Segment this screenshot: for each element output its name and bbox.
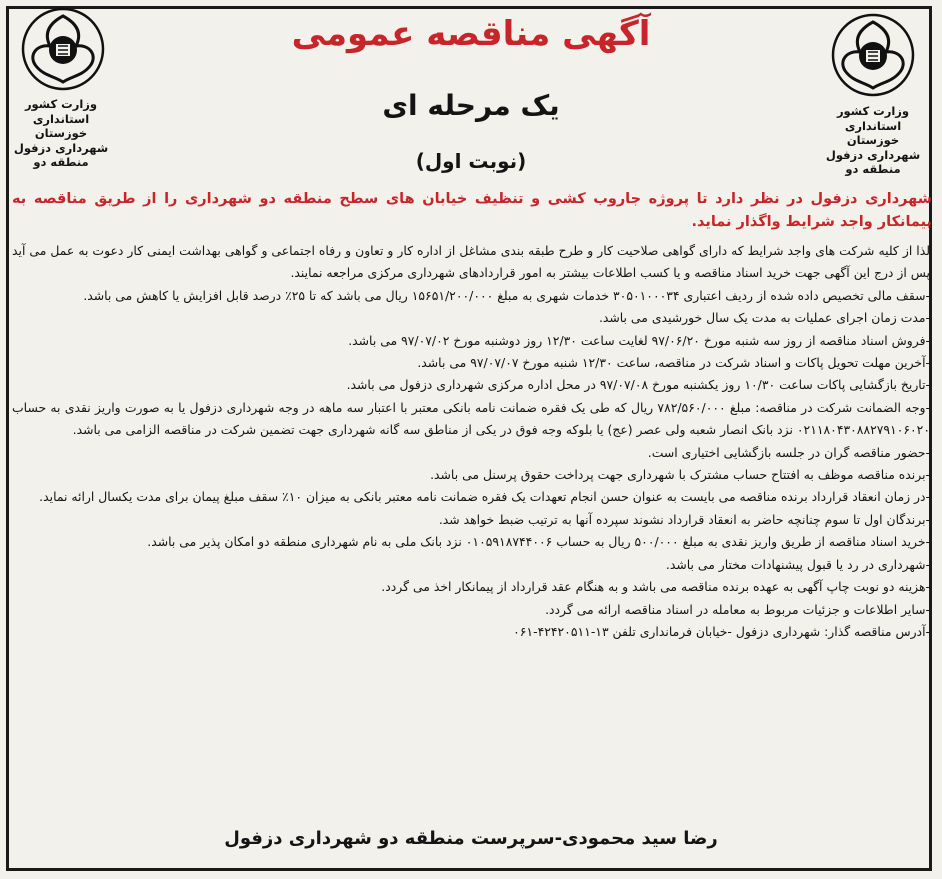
org-block-right [818, 104, 928, 177]
body-paragraph: -خرید اسناد مناقصه از طریق واریز نقدی به مبلغ ۵۰۰/۰۰۰ ریال به حساب ۰۱۰۵۹۱۸۷۴۴۰۰۶ نزد بانک ملی به نام شهرداری منطقه دو امکان پذیر می باشد. [147, 534, 930, 550]
body-paragraph: -تاریخ بازگشایی پاکات ساعت ۱۰/۳۰ روز یکشنبه مورخ ۹۷/۰۷/۰۸ در محل اداره مرکزی شهرداری دزفول می باشد. [346, 377, 930, 393]
notice-round: (نوبت اول) [415, 149, 527, 173]
org-ministry: وزارت کشور [24, 97, 98, 111]
municipality-emblem-right [830, 12, 916, 98]
notice-body [12, 240, 930, 643]
org-ministry: وزارت کشور [836, 104, 910, 118]
body-paragraph: -آدرس مناقصه گذار: شهرداری دزفول -خیابان فرمانداری تلفن ۱۳-۴۲۴۲۰۵۱۱-۰۶۱ [513, 623, 930, 639]
org-governorate: استانداری خوزستان [32, 111, 90, 140]
org-district: منطقه دو [33, 155, 89, 169]
body-paragraph: -برندگان اول تا سوم چنانچه حاضر به انعقاد قرارداد نشوند سپرده آنها به ترتیب ضبط خواهد شد. [438, 511, 930, 527]
rose-emblem-icon [830, 12, 916, 98]
org-governorate: استانداری خوزستان [844, 118, 902, 147]
body-paragraph: -برنده مناقصه موظف به افتتاح حساب مشترک با شهرداری جهت پرداخت حقوق پرسنل می باشد. [430, 467, 930, 483]
body-paragraph: -حضور مناقصه گران در جلسه بازگشایی اختیاری است. [647, 444, 930, 460]
body-paragraph: -در زمان انعقاد قرارداد برنده مناقصه می بایست به عنوان حسن انجام تعهدات یک فقره ضمانت نامه معتبر بانکی به میزان ۱۰٪ سقف مبلغ پیمان برای مدت یکسال ارائه نماید. [39, 489, 930, 505]
intro-paragraph: شهرداری دزفول در نظر دارد تا پروژه جاروب کشی و تنظیف خیابان های سطح منطقه دو شهرداری را از طریق مناقصه به پیمانکار واجد شرایط واگذار نماید. [12, 191, 932, 230]
org-block-left [6, 97, 116, 170]
org-municipality: شهرداری دزفول [13, 140, 109, 155]
signature-line: رضا سید محمودی-سرپرست منطقه دو شهرداری دزفول [224, 828, 718, 849]
body-paragraph: -شهرداری در رد یا قبول پیشنهادات مختار می باشد. [665, 556, 930, 572]
rose-emblem-icon [20, 6, 106, 92]
body-paragraph: -فروش اسناد مناقصه از روز سه شنبه مورخ ۹۷/۰۶/۲۰ لغایت ساعت ۱۲/۳۰ روز دوشنبه مورخ ۹۷/۰۷/۰۲ می باشد. [348, 332, 930, 348]
org-district: منطقه دو [845, 162, 901, 176]
body-paragraph: لذا از کلیه شرکت های واجد شرایط که دارای گواهی صلاحیت کار و طرح طبقه بندی مشاغل از اداره کار و تعاون و رفاه اجتماعی و گواهی بهداشت ایمنی کار دعوت به عمل می آید پس از درج این آگهی جهت خرید اسناد مناقصه و یا کسب اطلاعات بیشتر به امور قراردادهای شهرداری مرکزی مراجعه نمایند. [12, 243, 930, 281]
municipality-emblem-left [20, 6, 106, 92]
body-paragraph: -هزینه دو نوبت چاپ آگهی به عهده برنده مناقصه می باشد و به هنگام عقد قرارداد از پیمانکار اخذ می گردد. [381, 579, 930, 595]
body-paragraph: -سایر اطلاعات و جزئیات مربوط به معامله در اسناد مناقصه ارائه می گردد. [545, 601, 930, 617]
org-municipality: شهرداری دزفول [825, 147, 921, 162]
body-paragraph: -سقف مالی تخصیص داده شده از ردیف اعتباری ۳۰۵۰۱۰۰۰۳۴ خدمات شهری به مبلغ ۱۵۶۵۱/۲۰۰/۰۰۰ ریال می باشد که تا ۲۵٪ درصد قابل افزایش یا کاهش می باشد. [83, 287, 930, 303]
body-paragraph: -وجه الضمانت شرکت در مناقصه: مبلغ ۷۸۲/۵۶۰/۰۰۰ ریال که طی یک فقره ضمانت نامه بانکی معتبر با اعتبار سه ماهه در وجه شهرداری دزفول یا به صورت واریز نقدی به حساب ۰۲۱۱۸۰۴۳۰۸۸۲۷۹۱۰۶۰۲۰ نزد بانک انصار شعبه ولی عصر (عج) یا بلوکه وجه فوق در یکی از مناطق سه گانه شهرداری جهت تضمین شرکت در مناقصه الزامی می باشد. [12, 399, 930, 438]
notice-subtitle: یک مرحله ای [382, 89, 560, 122]
body-paragraph: -مدت زمان اجرای عملیات به مدت یک سال خورشیدی می باشد. [598, 310, 930, 326]
notice-title: آگهی مناقصه عمومی [291, 14, 651, 54]
body-paragraph: -آخرین مهلت تحویل پاکات و اسناد شرکت در مناقصه، ساعت ۱۲/۳۰ شنبه مورخ ۹۷/۰۷/۰۷ می باشد. [417, 355, 930, 371]
